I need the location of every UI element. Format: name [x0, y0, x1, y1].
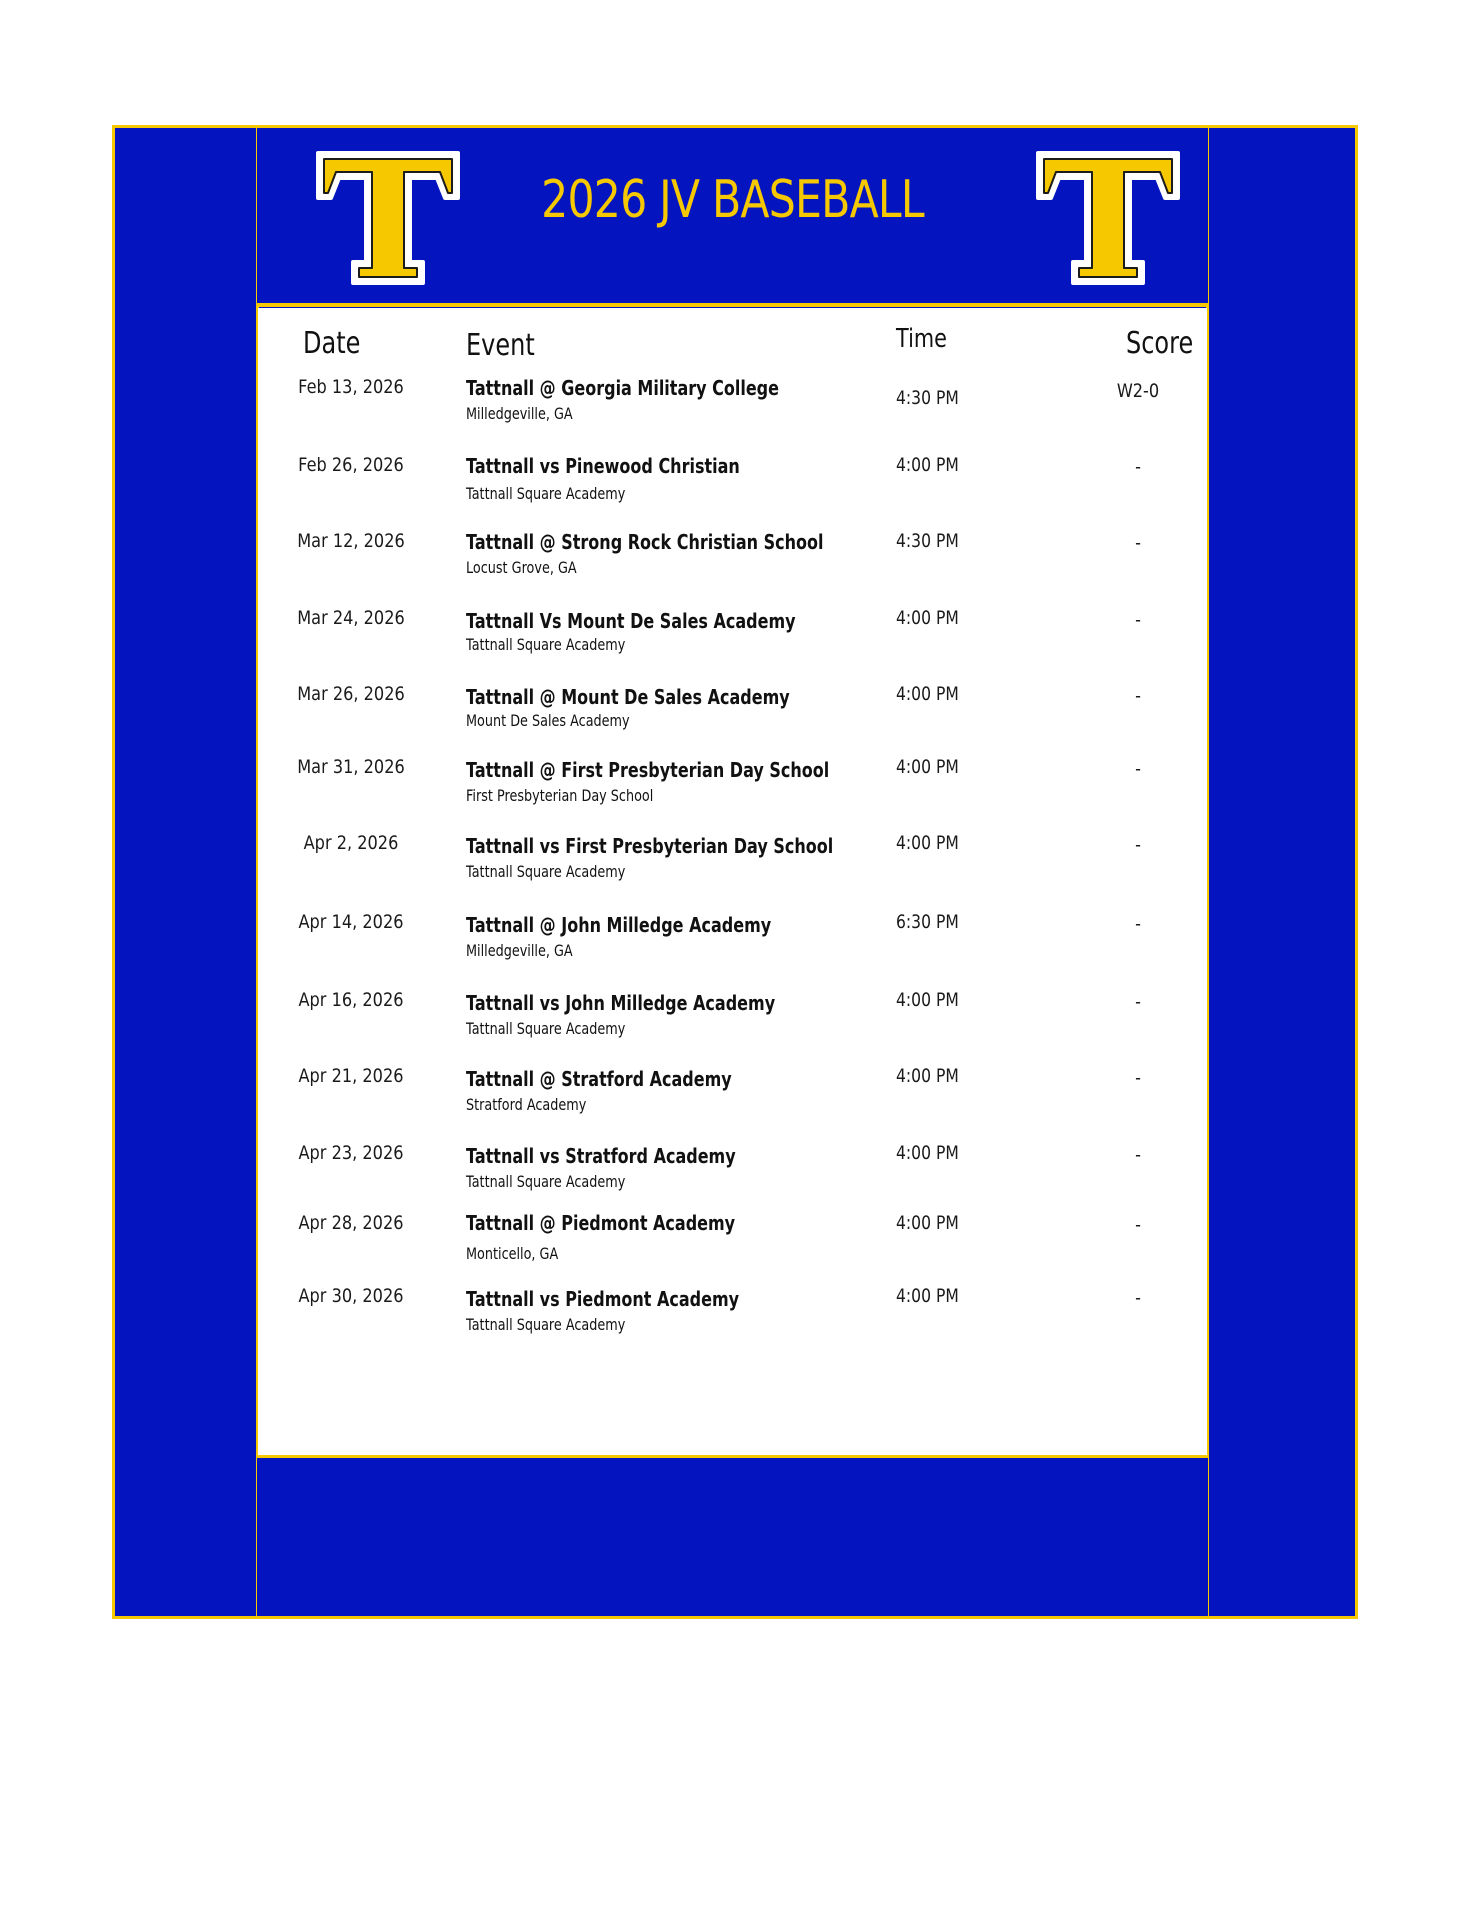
game-time: 4:00 PM [896, 989, 959, 1011]
game-date: Apr 2, 2026 [303, 832, 399, 854]
table-row [258, 756, 1207, 826]
game-location: Tattnall Square Academy [466, 484, 626, 503]
game-score: - [1135, 991, 1141, 1013]
game-date: Feb 26, 2026 [298, 454, 404, 476]
table-row [258, 376, 1207, 446]
game-date: Apr 16, 2026 [298, 989, 404, 1011]
page-title: 2026 JV BASEBALL [541, 170, 924, 230]
game-matchup: Tattnall @ Strong Rock Christian School [466, 530, 824, 554]
game-matchup: Tattnall vs Pinewood Christian [466, 454, 740, 478]
table-row [258, 911, 1207, 981]
game-location: Monticello, GA [466, 1244, 559, 1263]
table-row [258, 530, 1207, 600]
game-matchup: Tattnall @ Stratford Academy [466, 1067, 732, 1091]
game-score: - [1135, 532, 1141, 554]
game-date: Mar 31, 2026 [297, 756, 405, 778]
game-score: - [1135, 1067, 1141, 1089]
game-score: - [1135, 1287, 1141, 1309]
game-time: 4:00 PM [896, 1065, 959, 1087]
game-score: - [1135, 609, 1141, 631]
game-location: Stratford Academy [466, 1095, 587, 1114]
game-location: Milledgeville, GA [466, 404, 573, 423]
column-header-date: Date [303, 326, 361, 361]
game-date: Apr 14, 2026 [298, 911, 404, 933]
game-matchup: Tattnall @ John Milledge Academy [466, 913, 772, 937]
game-location: Milledgeville, GA [466, 941, 573, 960]
game-score: - [1135, 834, 1141, 856]
game-location: Tattnall Square Academy [466, 1019, 626, 1038]
game-time: 4:30 PM [896, 530, 959, 552]
game-location: Tattnall Square Academy [466, 862, 626, 881]
column-header-event: Event [466, 328, 535, 363]
game-time: 4:00 PM [896, 683, 959, 705]
game-time: 4:00 PM [896, 1142, 959, 1164]
game-matchup: Tattnall vs Piedmont Academy [466, 1287, 740, 1311]
game-matchup: Tattnall @ Mount De Sales Academy [466, 685, 790, 709]
game-date: Apr 30, 2026 [298, 1285, 404, 1307]
table-row [258, 607, 1207, 677]
game-time: 4:00 PM [896, 832, 959, 854]
table-row [258, 454, 1207, 524]
table-row [258, 1065, 1207, 1135]
game-date: Mar 26, 2026 [297, 683, 405, 705]
game-score: W2-0 [1116, 380, 1160, 402]
game-score: - [1135, 1214, 1141, 1236]
game-date: Apr 28, 2026 [298, 1212, 404, 1234]
game-score: - [1135, 913, 1141, 935]
game-score: - [1135, 456, 1141, 478]
game-score: - [1135, 685, 1141, 707]
game-date: Apr 23, 2026 [298, 1142, 404, 1164]
column-header-score: Score [1126, 326, 1194, 361]
header-divider [257, 303, 1208, 307]
game-time: 4:00 PM [896, 1285, 959, 1307]
school-logo-right [1035, 150, 1181, 286]
table-row [258, 1142, 1207, 1212]
game-location: Tattnall Square Academy [466, 1315, 626, 1334]
game-date: Mar 12, 2026 [297, 530, 405, 552]
game-matchup: Tattnall @ First Presbyterian Day School [466, 758, 830, 782]
table-row [258, 832, 1207, 902]
game-time: 4:00 PM [896, 756, 959, 778]
game-time: 4:30 PM [896, 387, 959, 409]
game-location: Tattnall Square Academy [466, 635, 626, 654]
game-date: Apr 21, 2026 [298, 1065, 404, 1087]
table-row [258, 1212, 1207, 1282]
game-matchup: Tattnall @ Piedmont Academy [466, 1211, 736, 1235]
game-score: - [1135, 758, 1141, 780]
game-time: 4:00 PM [896, 454, 959, 476]
game-time: 4:00 PM [896, 1212, 959, 1234]
game-date: Mar 24, 2026 [297, 607, 405, 629]
game-matchup: Tattnall vs Stratford Academy [466, 1144, 736, 1168]
game-location: First Presbyterian Day School [466, 786, 654, 805]
game-matchup: Tattnall vs First Presbyterian Day School [466, 834, 834, 858]
game-location: Locust Grove, GA [466, 558, 577, 577]
game-matchup: Tattnall vs John Milledge Academy [466, 991, 776, 1015]
game-matchup: Tattnall @ Georgia Military College [466, 376, 779, 400]
footer-band [257, 1458, 1208, 1616]
schedule-table [258, 308, 1207, 1455]
table-row [258, 683, 1207, 753]
game-time: 6:30 PM [896, 911, 959, 933]
game-location: Mount De Sales Academy [466, 711, 630, 730]
game-location: Tattnall Square Academy [466, 1172, 626, 1191]
column-header-time: Time [896, 324, 947, 354]
game-matchup: Tattnall Vs Mount De Sales Academy [466, 609, 796, 633]
table-row [258, 989, 1207, 1059]
table-row [258, 1285, 1207, 1355]
game-time: 4:00 PM [896, 607, 959, 629]
game-date: Feb 13, 2026 [298, 376, 404, 398]
game-score: - [1135, 1144, 1141, 1166]
